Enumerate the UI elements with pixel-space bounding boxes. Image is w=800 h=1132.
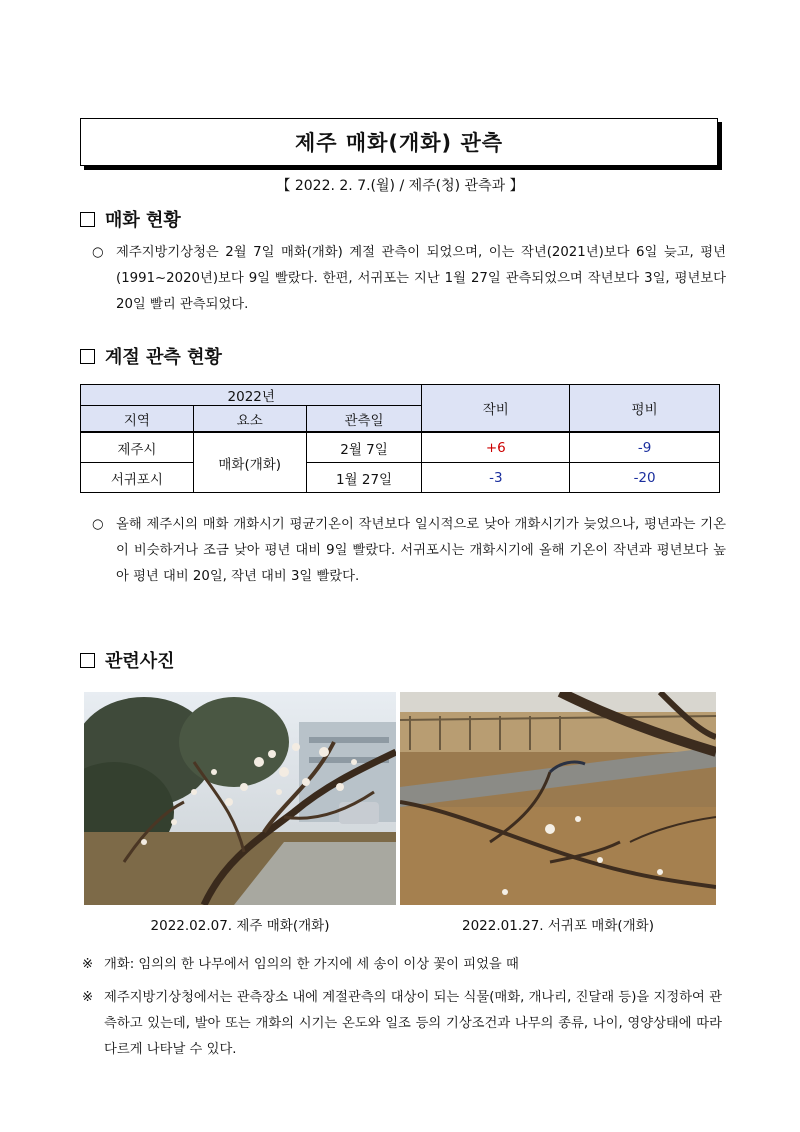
table-cell-element: 매화(개화) xyxy=(193,432,306,493)
title-text: 제주 매화(개화) 관측 xyxy=(294,131,504,155)
table-cell-vs-normal: -20 xyxy=(570,463,720,493)
subtitle: 【 2022. 2. 7.(월) / 제주(청) 관측과 】 xyxy=(276,178,524,194)
square-bullet-icon xyxy=(80,653,95,668)
year-header: 2022년 xyxy=(81,385,422,406)
table-cell-date: 1월 27일 xyxy=(306,463,422,493)
photo-caption-jeju: 2022.02.07. 제주 매화(개화) xyxy=(150,918,330,934)
paragraph-season xyxy=(92,512,726,590)
section-heading-photos xyxy=(80,647,175,673)
note-observation xyxy=(82,985,722,1063)
section-title: 매화 현황 xyxy=(105,210,181,231)
photo-jeju-plum-blossom xyxy=(84,692,396,905)
col-vs-last-year: 작비 xyxy=(422,385,570,433)
page-title xyxy=(80,118,718,166)
reference-mark-icon: ※ xyxy=(82,990,94,1005)
col-vs-normal: 평비 xyxy=(570,385,720,433)
paragraph-status xyxy=(92,240,726,318)
table-cell-vs-last-year: -3 xyxy=(422,463,570,493)
col-date: 관측일 xyxy=(306,406,422,433)
circle-bullet-icon: ○ xyxy=(92,245,104,260)
note-definition xyxy=(82,952,722,978)
section-heading-status xyxy=(80,206,181,232)
note-text: 제주지방기상청에서는 관측장소 내에 계절관측의 대상이 되는 식물(매화, 개나리, 진달래 등)을 지정하여 관측하고 있는데, 발아 또는 개화의 시기는 온도와 일조 등의 기상조건과 나무의 종류, 나이, 영양상태에 따라 다르게 나타날 수 있다. xyxy=(104,990,722,1057)
col-region: 지역 xyxy=(81,406,194,433)
note-text: 개화: 임의의 한 나무에서 임의의 한 가지에 세 송이 이상 꽃이 피었을 때 xyxy=(104,957,519,972)
table-cell-date: 2월 7일 xyxy=(306,432,422,463)
reference-mark-icon: ※ xyxy=(82,957,94,972)
table-cell-vs-last-year: +6 xyxy=(422,432,570,463)
table-cell-vs-normal: -9 xyxy=(570,432,720,463)
photo-seogwipo-plum-blossom xyxy=(400,692,716,905)
square-bullet-icon xyxy=(80,212,95,227)
square-bullet-icon xyxy=(80,349,95,364)
circle-bullet-icon: ○ xyxy=(92,517,104,532)
paragraph-text: 올해 제주시의 매화 개화시기 평균기온이 작년보다 일시적으로 낮아 개화시기가 늦었으나, 평년과는 기온이 비슷하거나 조금 낮아 평년 대비 9일 빨랐다. 서귀포시는 개화시기에 올해 기온이 작년과 평년보다 높아 평년 대비 20일, 작년 대비 3일 빨랐다. xyxy=(116,517,726,584)
paragraph-text: 제주지방기상청은 2월 7일 매화(개화) 계절 관측이 되었으며, 이는 작년(2021년)보다 6일 늦고, 평년(1991~2020년)보다 9일 빨랐다. 한편, 서귀포는 지난 1월 27일 관측되었으며 작년보다 3일, 평년보다 20일 빨리 관측되었다. xyxy=(116,245,726,312)
section-title: 관련사진 xyxy=(105,651,175,672)
photo-caption-seogwipo: 2022.01.27. 서귀포 매화(개화) xyxy=(462,918,654,934)
photo-jeju-image xyxy=(84,692,396,905)
observation-table xyxy=(80,384,720,493)
section-title: 계절 관측 현황 xyxy=(105,347,222,368)
table-cell-region: 제주시 xyxy=(81,432,194,463)
section-heading-season xyxy=(80,343,222,369)
table-cell-region: 서귀포시 xyxy=(81,463,194,493)
photo-seogwipo-image xyxy=(400,692,716,905)
col-element: 요소 xyxy=(193,406,306,433)
